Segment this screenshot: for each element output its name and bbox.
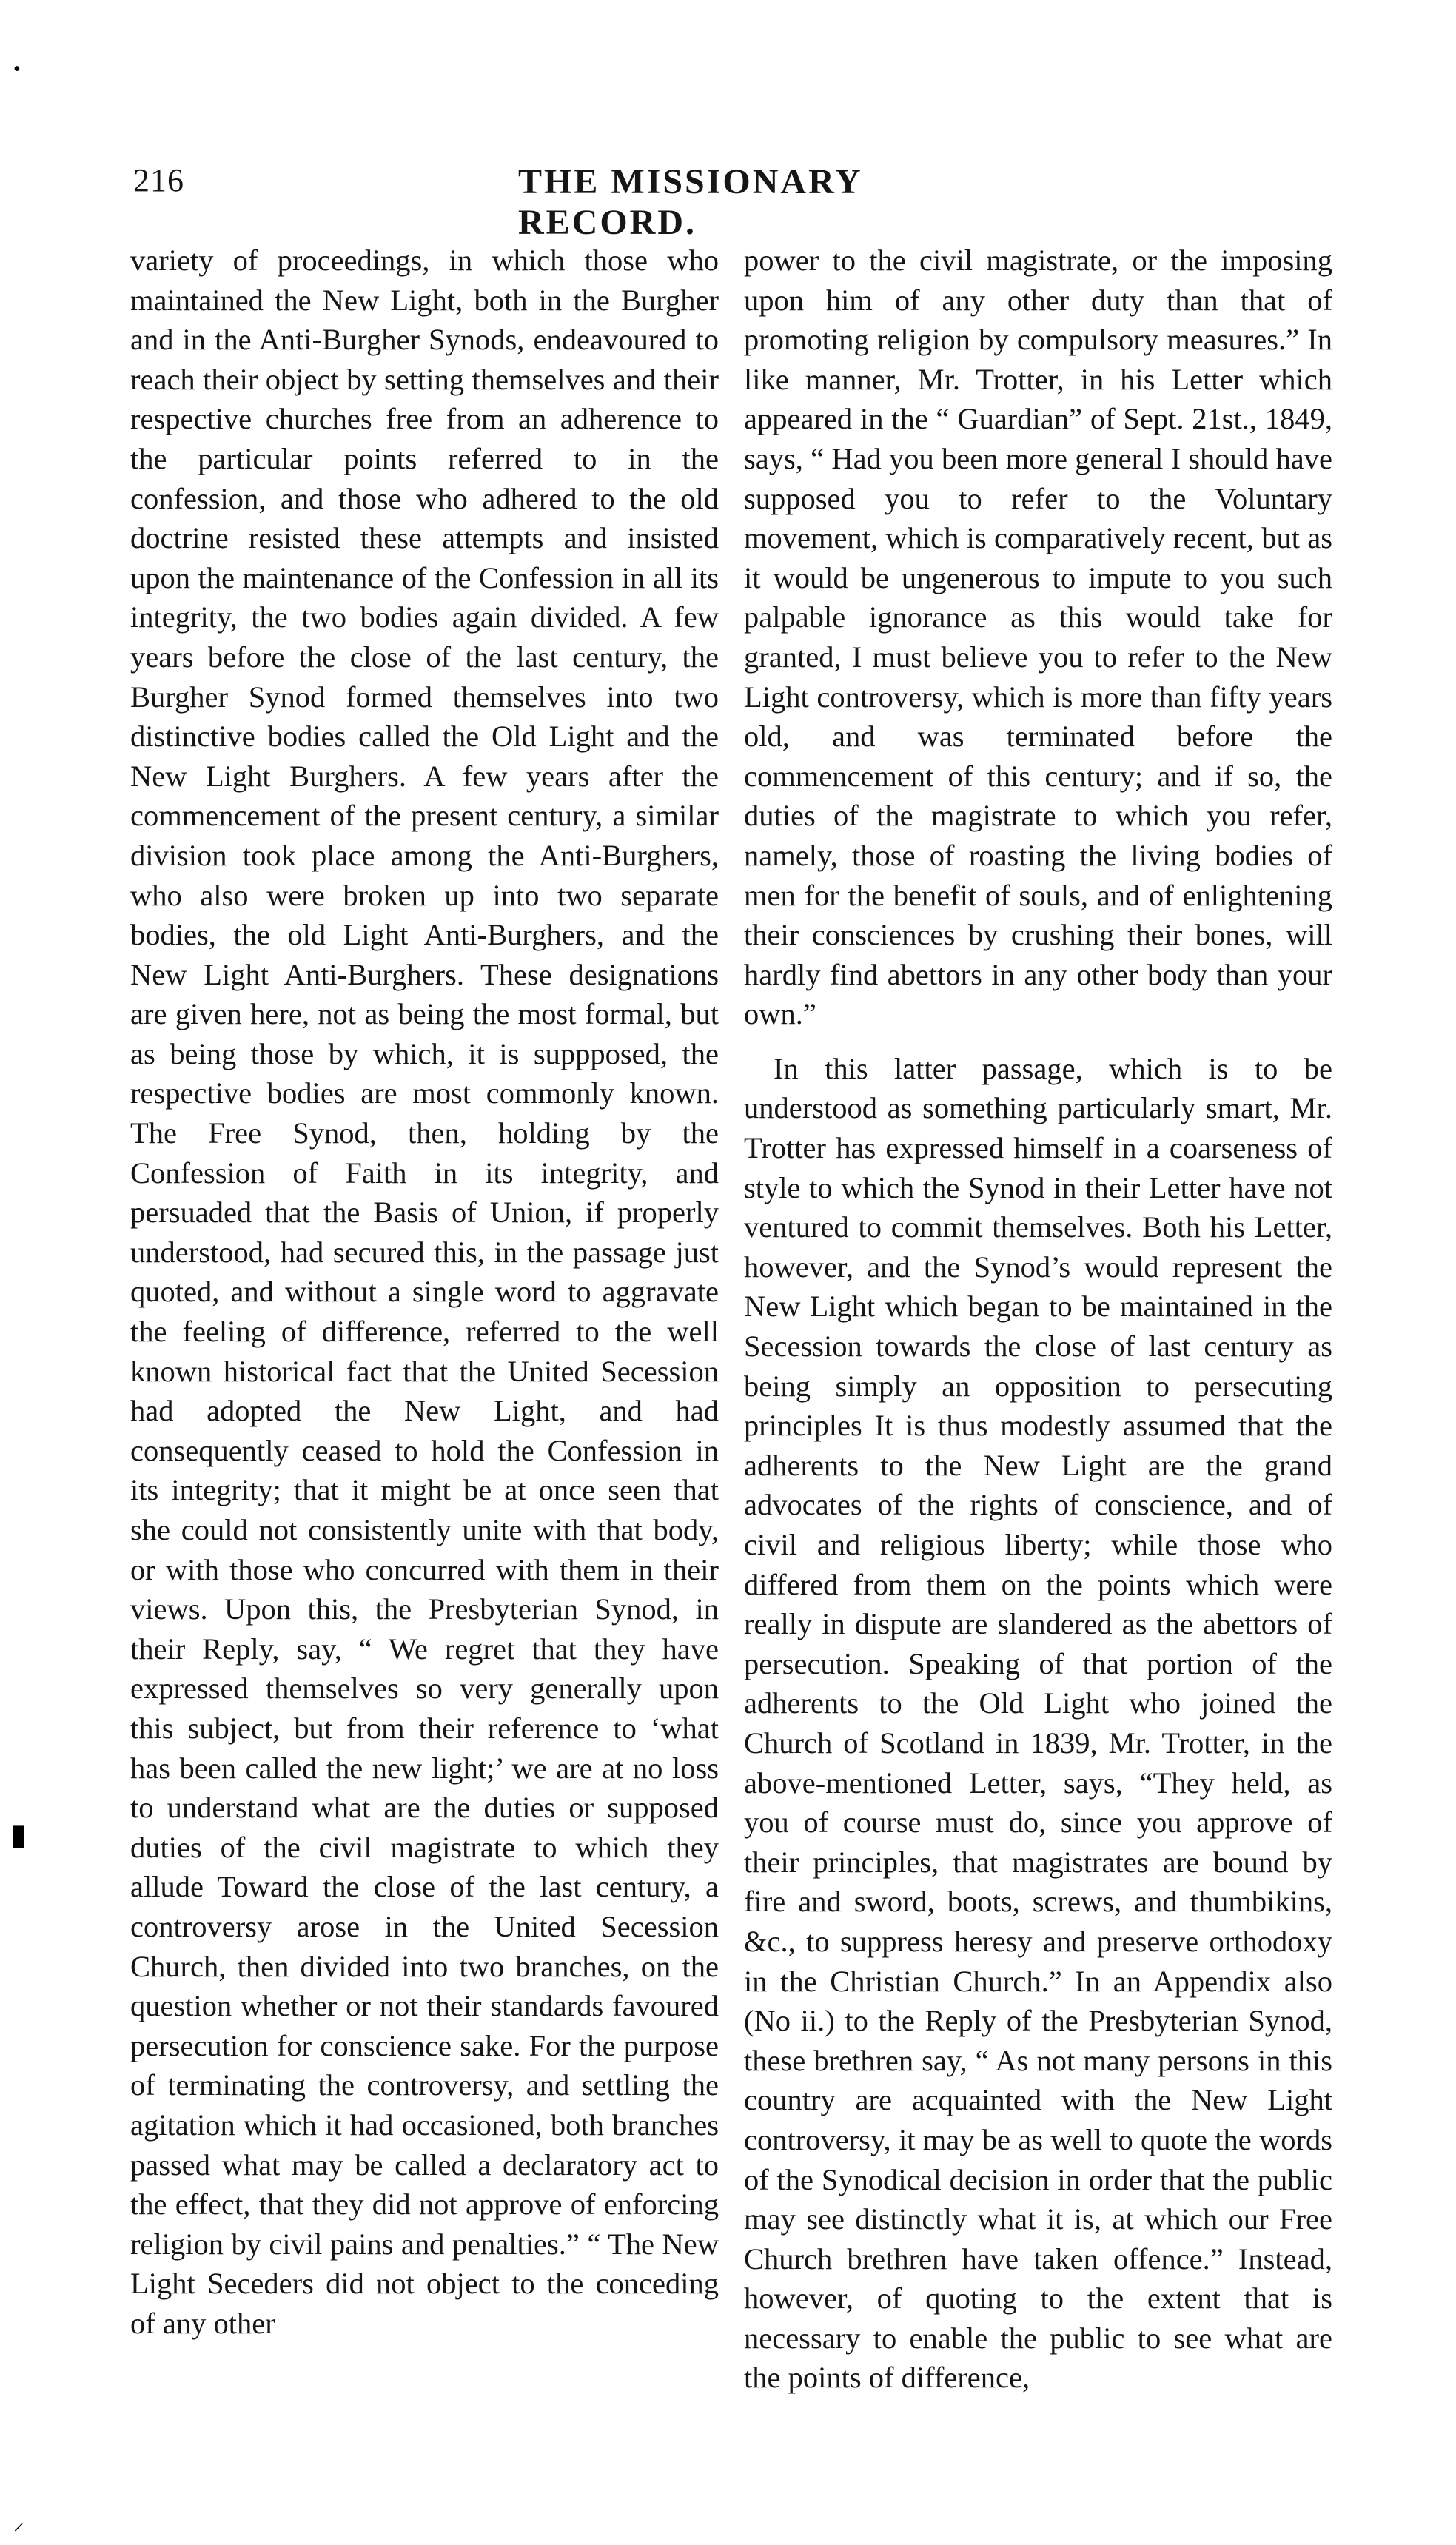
left-column: [130, 241, 719, 2343]
scan-speck: ⸝: [13, 2510, 24, 2535]
running-head: [133, 161, 1325, 242]
scan-speck: •: [13, 58, 21, 81]
right-column-paragraph-2: In this latter passage, which is to be understood as something particularly smart, Mr. Trotter has expressed himself in a coarseness of style to which the Synod in their Letter have not ventured to commit themselves. Both his Letter, however, and the Synod’s would represent the New Light which began to be maintained in the Secession towards the close of last century as being simply an opposition to persecuting principles It is thus modestly assumed that the adherents to the New Light are the grand advocates of the rights of conscience, and of civil and religious liberty; while those who differed from them on the points which were really in dispute are slandered as the abettors of persecution. Speaking of that portion of the adherents to the Old Light who joined the Church of Scotland in 1839, Mr. Trotter, in the above-mentioned Letter, says, “They held, as you of course must do, since you approve of their principles, that magistrates are bound by fire and sword, boots, screws, and thumbikins, &c., to suppress heresy and preserve orthodoxy in the Christian Church.” In an Appendix also (No ii.) to the Reply of the Presbyterian Synod, these brethren say, “ As not many persons in this country are acquainted with the New Light controversy, it may be as well to quote the words of the Synodical decision in order that the public may see distinctly what it is, at which our Free Church brethren have taken offence.” Instead, however, of quoting to the extent that is necessary to enable the public to see what are the points of difference,: [744, 1051, 1332, 2395]
right-column: [744, 241, 1332, 2398]
left-column-text: variety of proceedings, in which those who maintained the New Light, both in the Burgher and in the Anti-Burgher Synods, endeavoured to reach their object by setting themselves and their respective churches free from an adherence to the particular points referred to in the confession, and those who adhered to the old doctrine resisted these attempts and insisted upon the maintenance of the Confession in all its integrity, the two bodies again divided. A few years before the close of the last century, the Burgher Synod formed themselves into two distinctive bodies called the Old Light and the New Light Burghers. A few years after the commencement of the present century, a similar division took place among the Anti-Burghers, who also were broken up into two separate bodies, the old Light Anti-Burghers, and the New Light Anti-Burghers. These designations are given here, not as being the most formal, but as being those by which, it is suppposed, the respective bodies are most commonly known. The Free Synod, then, holding by the Confession of Faith in its integrity, and persuaded that the Basis of Union, if properly understood, had secured this, in the passage just quoted, and without a single word to aggravate the feeling of difference, referred to the well known historical fact that the United Secession had adopted the New Light, and had consequently ceased to hold the Confession in its integrity; that it might be at once seen that she could not consistently unite with that body, or with those who concurred with them in their views. Upon this, the Presbyterian Synod, in their Reply, say, “ We regret that they have expressed themselves so very generally upon this subject, but from their reference to ‘what has been called the new light;’ we are at no loss to understand what are the duties or supposed duties of the civil magistrate to which they allude Toward the close of the last century, a controversy arose in the United Secession Church, then divided into two branches, on the question whether or not their standards favoured persecution for conscience sake. For the purpose of terminating the controversy, and settling the agitation which it had occasioned, both branches passed what may be called a declaratory act to the effect, that they did not approve of enforcing religion by civil pains and penalties.” “ The New Light Seceders did not object to the conceding of any other: [130, 244, 719, 2340]
right-column-paragraph-1: power to the civil magistrate, or the imposing upon him of any other duty than that of promoting religion by compulsory measures.” In like manner, Mr. Trotter, in his Letter which appeared in the “ Guardian” of Sept. 21st., 1849, says, “ Had you been more general I should have supposed you to refer to the Voluntary movement, which is comparatively recent, but as it would be ungenerous to impute to you such palpable ignorance as this would take for granted, I must believe you to refer to the New Light controversy, which is more than fifty years old, and was terminated before the commencement of this century; and if so, the duties of the magistrate to which you refer, namely, those of roasting the living bodies of men for the benefit of souls, and of enlightening their consciences by crushing their bones, will hardly find abettors in any other body than your own.”: [744, 244, 1332, 1031]
scan-speck: ▮: [10, 1818, 27, 1851]
page-number: 216: [133, 162, 184, 198]
page-title: THE MISSIONARY RECORD.: [518, 162, 862, 242]
